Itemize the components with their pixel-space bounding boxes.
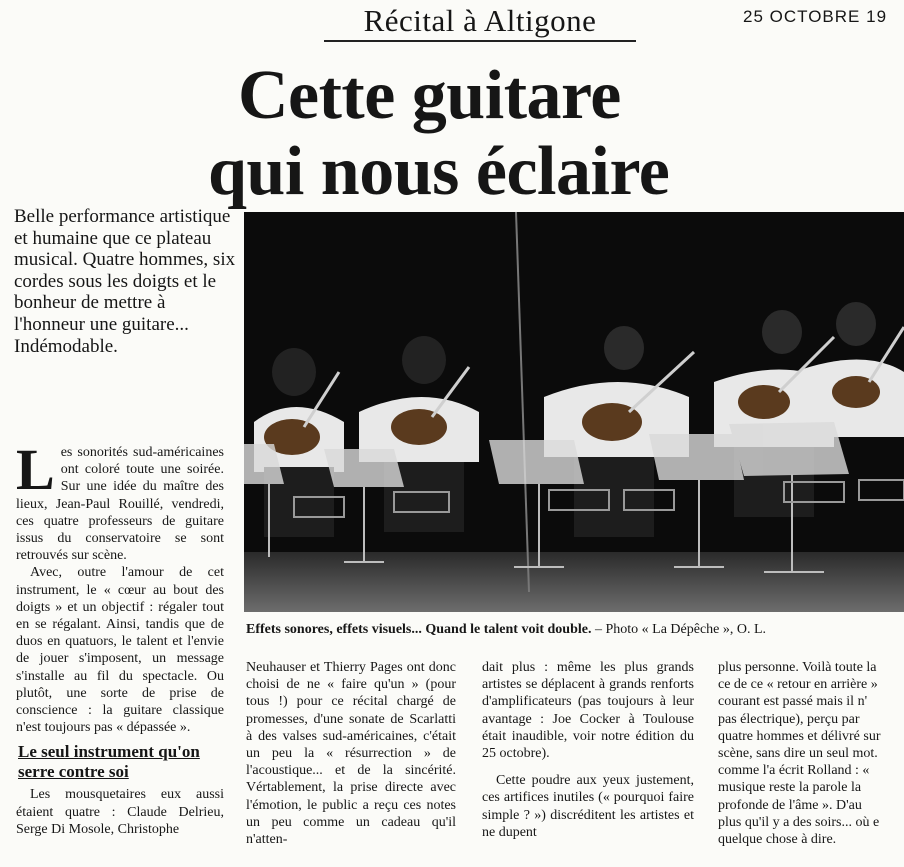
- col4-line: ce de ce « retour en arrière »: [718, 677, 878, 693]
- paragraph-5: dait plus : même les plus grands artistes se déplacent à grands renforts d'amplificateurs (pas toujours à leur avantage : Joe Cocker à Toulouse était inaudible, voir notre édition du 25 octobre).: [482, 660, 694, 762]
- col4-line: pas électrique), perçu par: [718, 711, 860, 727]
- col4-line: musique reste la parole la: [718, 780, 862, 796]
- photo-credit: – Photo « La Dépêche », O. L.: [594, 622, 767, 637]
- col4-line: comme l'a écrit Rolland : «: [718, 763, 870, 779]
- concert-photo: [244, 212, 904, 612]
- kicker-underline: [324, 40, 636, 42]
- kicker: Récital à Altigone: [363, 3, 597, 38]
- subheading: Le seul instrument qu'on serre contre soi: [18, 742, 200, 782]
- article-column-4: [718, 659, 904, 848]
- col4-line: plus personne. Voilà toute la: [718, 660, 877, 675]
- col4-line: quelque chose à dire.: [718, 832, 837, 848]
- guitar-quartet-illustration: [244, 212, 904, 612]
- article-column-3: [482, 659, 694, 841]
- col4-line: scène, sans dire un seul mot.: [718, 746, 878, 762]
- drop-cap: L: [16, 437, 55, 502]
- paragraph-1-text: es sonorités sud-américaines ont coloré toute une soirée. Sur une idée du maître des lieux, Jean-Paul Rouillé, vendredi, ces quatre professeurs de guitare issus du conservatoire se sont retrouvés sur scène.: [16, 445, 224, 564]
- headline-line-1: Cette guitare: [238, 57, 621, 134]
- col4-line: courant est passé mais il n': [718, 694, 868, 710]
- paragraph-1: [16, 437, 224, 564]
- paragraph-4: Neuhauser et Thierry Pages ont donc choisi de ne « faire qu'un » (pour tous !) pour ce récital chargé de promesses, d'une sonate de Scarlatti à des valses sud-américaines, c'était un peu la « résurrection » de l'acoustique... et de la sincérité. Vértablement, la prise directe avec l'émotion, le public a reçu ces notes un peu comme un cadeau qu'il n'atten-: [246, 660, 456, 848]
- paragraph-6: Cette poudre aux yeux justement, ces artifices inutiles (« pourquoi faire simple ? ») discréditent les artistes et ne dupent: [482, 773, 694, 840]
- edition-date: 25 OCTOBRE 19: [743, 7, 888, 26]
- article-column-2: [246, 659, 456, 848]
- photo-caption: [246, 622, 904, 638]
- paragraph-3: Les mousquetaires eux aussi étaient quatre : Claude Delrieu, Serge Di Mosole, Christophe: [16, 787, 224, 837]
- paragraph-2: Avec, outre l'amour de cet instrument, le « cœur au bout des doigts » et un objectif : régaler tout en se régalant. Ainsi, tandis que de duos en quatuors, le talent et l'envie de jouer s'imposent, un message s'installe au fil du spectacle. Ou plutôt, une sorte de prise de conscience : la guitare classique n'est toujours pas « dépassée ».: [16, 565, 224, 736]
- col4-line: plus qu'il y a des soirs... où e: [718, 814, 880, 830]
- col4-line: quatre hommes et délivré sur: [718, 728, 881, 744]
- caption-text: Effets sonores, effets visuels... Quand le talent voit double.: [246, 622, 592, 637]
- chapo: Belle performance artistique et humaine que ce plateau musical. Quatre hommes, six cordes sous les doigts et le bonheur de mettre à l'honneur une guitare... Indémodable.: [14, 206, 236, 357]
- article-column-1: [16, 437, 224, 838]
- col4-line: profonde de l'âme ». D'au: [718, 797, 862, 813]
- headline-line-2: qui nous éclaire: [208, 133, 670, 210]
